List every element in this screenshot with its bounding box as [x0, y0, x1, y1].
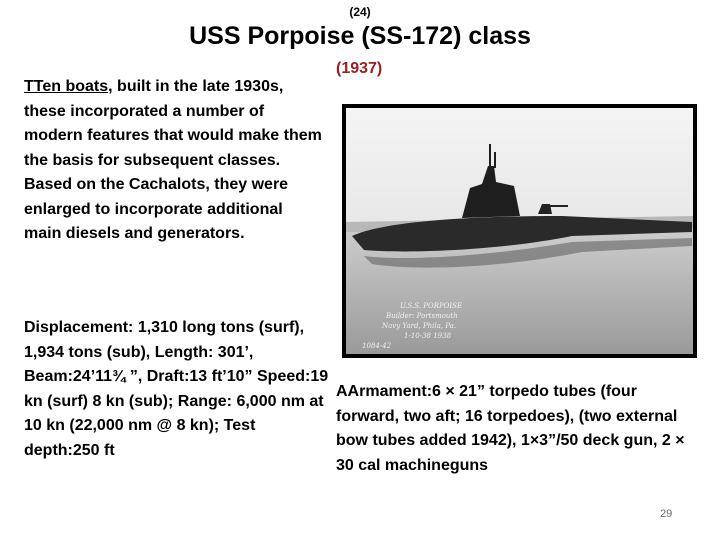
periscope-mast	[489, 144, 491, 168]
intro-lead: TTen boats,	[24, 78, 113, 95]
svg-text:1084-42: 1084-42	[362, 342, 392, 350]
year-label: (1937)	[336, 60, 383, 77]
intro-paragraph	[24, 75, 324, 247]
submarine-photo	[342, 104, 697, 358]
slide-number: (24)	[349, 5, 371, 19]
intro-text: built in the late 1930s, these incorporated a number of modern features that would make them the basis for subsequent classes. Based on the Cachalots, they were enlarged to incorporate additional main diesels and generators.	[24, 78, 322, 242]
armament-paragraph: AArmament:6 × 21” torpedo tubes (four forward, two aft; 16 torpedoes), (two external bow tubes added 1942), 1×3”/50 deck gun, 2 × 30 cal machineguns	[336, 383, 685, 474]
page-title: USS Porpoise (SS-172) class	[189, 22, 531, 50]
page-number: 29	[660, 508, 673, 520]
svg-text:Builder: Portsmouth: Builder: Portsmouth	[386, 312, 458, 320]
svg-text:U.S.S. PORPOISE: U.S.S. PORPOISE	[400, 302, 463, 310]
periscope-mast-2	[494, 152, 496, 168]
specifications-paragraph: Displacement: 1,310 long tons (surf), 1,934 tons (sub), Length: 301’, Beam:24’11¾ ”, Draft:13 ft’10” Speed:19 kn (surf) 8 kn (sub); Range: 6,000 nm at 10 kn (22,000 nm @ 8 kn); Test depth:250 ft	[24, 319, 329, 459]
svg-text:Navy Yard, Phila, Pa.: Navy Yard, Phila, Pa.	[382, 322, 457, 330]
svg-text:1-10-38 1938: 1-10-38 1938	[404, 332, 452, 340]
